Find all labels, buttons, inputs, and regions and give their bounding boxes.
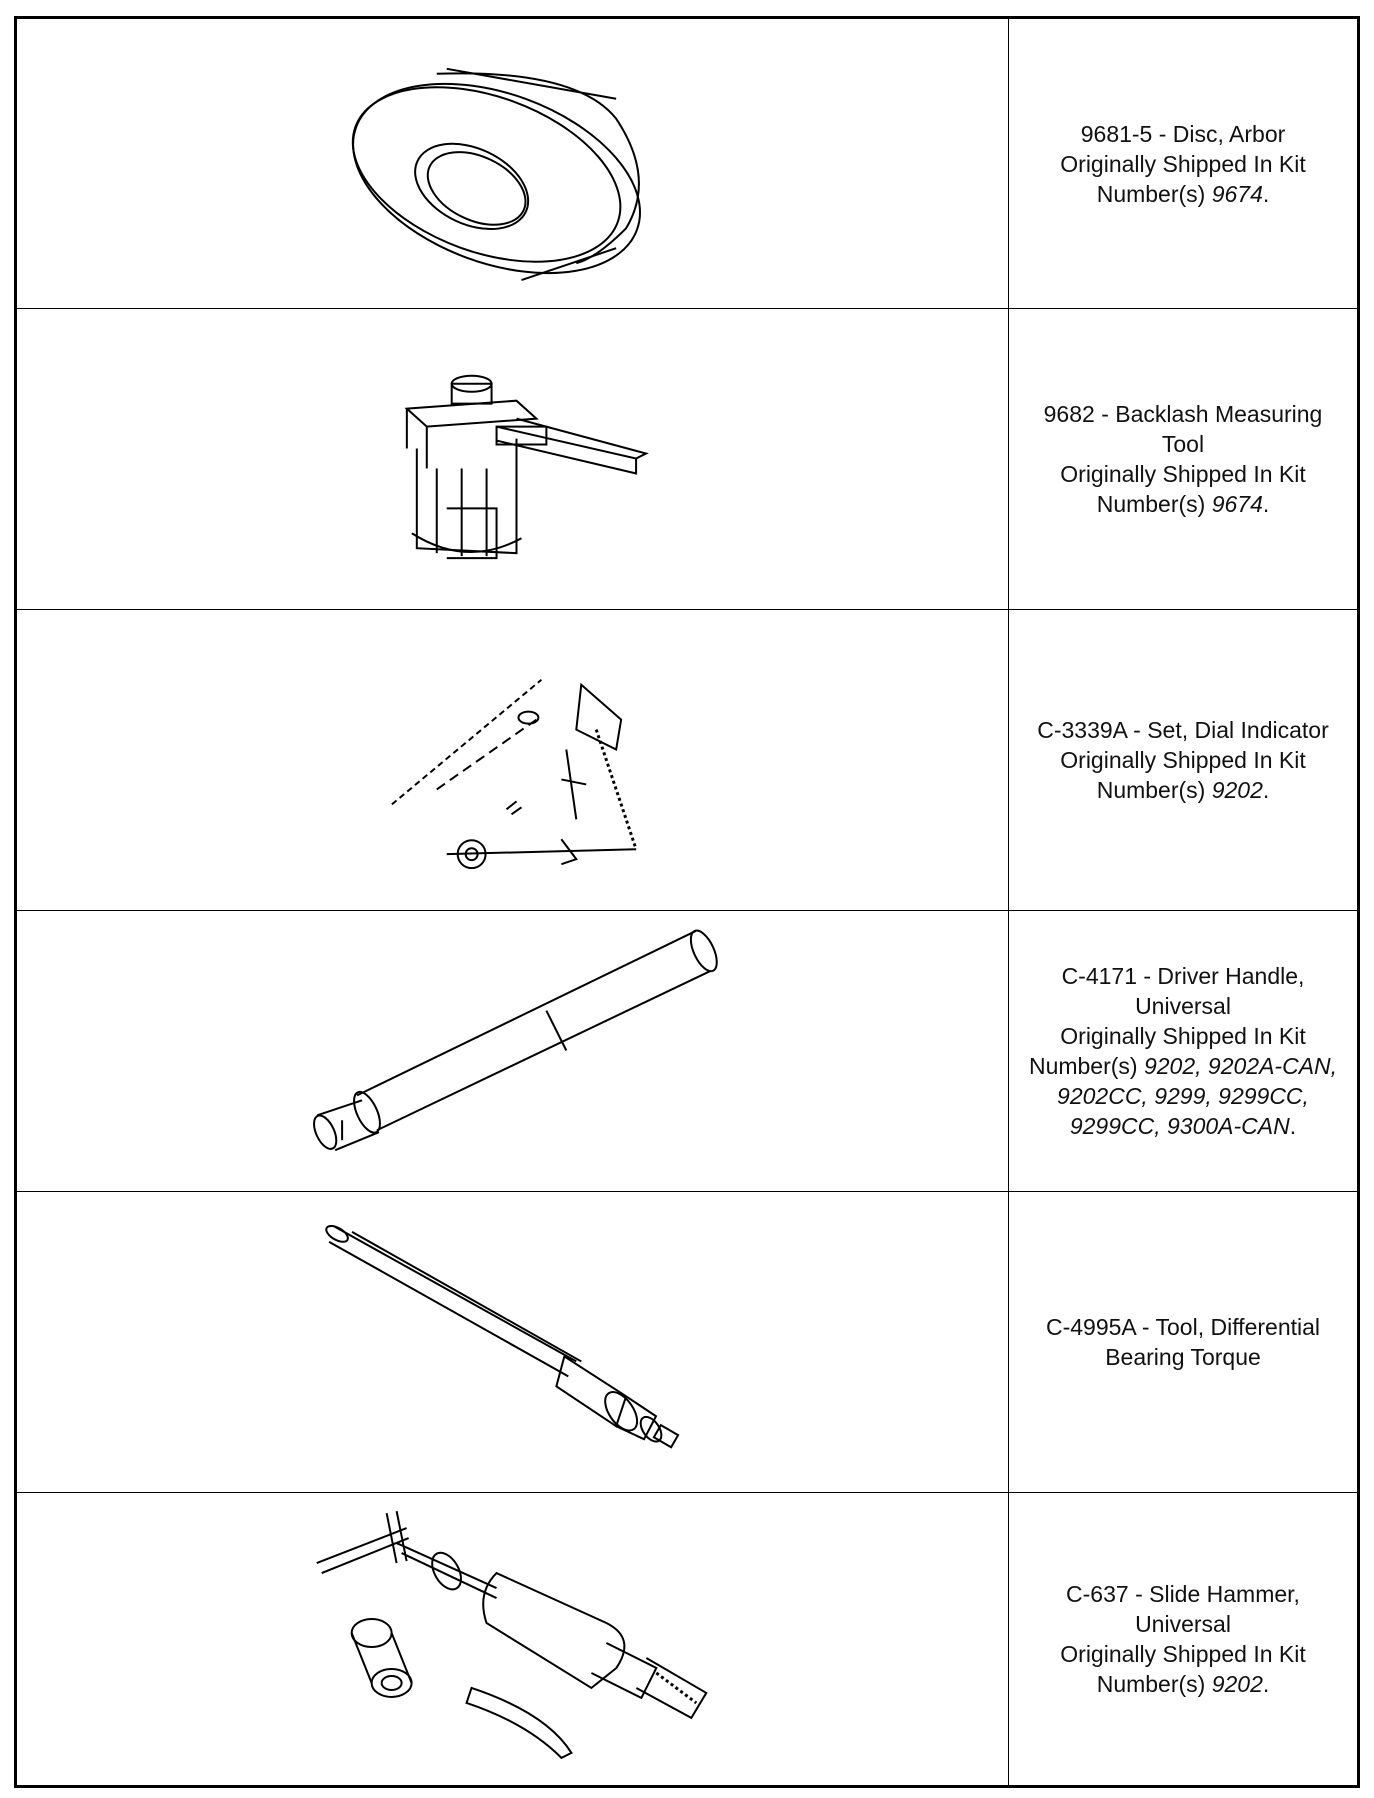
shipped-label: Originally Shipped In Kit <box>1060 1023 1306 1049</box>
kit-numbers: 9202 <box>1211 777 1263 803</box>
tool-title-line: 9682 - Backlash Measuring <box>1043 401 1323 427</box>
kits-prefix: Number(s) <box>1096 777 1206 803</box>
kit-numbers: 9674 <box>1211 180 1263 207</box>
differential-bearing-torque-tool-icon <box>17 1192 1008 1492</box>
dial-indicator-set-icon <box>17 610 1008 910</box>
slide-hammer-icon <box>17 1493 1008 1785</box>
tool-description: C-637 - Slide Hammer, Universal Originally Shipped In Kit Number(s) 9202. <box>1060 1581 1306 1697</box>
tool-title: C-3339A - Set, Dial Indicator <box>1037 717 1329 743</box>
tool-title-line: Universal <box>1135 993 1231 1019</box>
shipped-label: Originally Shipped In Kit <box>1060 1641 1306 1667</box>
backlash-measuring-tool-icon <box>17 309 1008 609</box>
tool-title-line: C-637 - Slide Hammer, <box>1066 1581 1300 1607</box>
kit-numbers: 9674 <box>1211 491 1263 517</box>
tool-row <box>17 309 1357 610</box>
tool-row <box>17 1493 1357 1785</box>
tool-image-cell <box>17 1192 1009 1492</box>
tool-table <box>14 16 1360 1788</box>
tool-title-line: C-4171 - Driver Handle, <box>1061 963 1305 989</box>
tool-image-cell <box>17 1493 1009 1785</box>
tool-row <box>17 610 1357 911</box>
tool-image-cell <box>17 309 1009 609</box>
kits-prefix: Number(s) <box>1028 1053 1138 1079</box>
tool-title: 9681-5 - Disc, Arbor <box>1080 120 1286 147</box>
shipped-label: Originally Shipped In Kit <box>1060 150 1306 177</box>
tool-description: 9681-5 - Disc, Arbor Originally Shipped In Kit Number(s) 9674. <box>1060 120 1306 207</box>
kits-prefix: Number(s) <box>1096 491 1206 517</box>
kits-prefix: Number(s) <box>1096 180 1206 207</box>
shipped-label: Originally Shipped In Kit <box>1060 461 1306 487</box>
tool-title-line: Tool <box>1161 431 1205 457</box>
arbor-disc-icon <box>17 19 1008 308</box>
kit-numbers: 9202CC, 9299, 9299CC, <box>1057 1083 1309 1109</box>
tool-description: C-4171 - Driver Handle, Universal Originally Shipped In Kit Number(s) 9202, 9202A-CAN, 9202CC, 9299, 9299CC, 9299CC, 9300A-CAN. <box>1028 963 1338 1139</box>
kit-numbers: 9299CC, 9300A-CAN <box>1069 1113 1290 1139</box>
shipped-label: Originally Shipped In Kit <box>1060 747 1306 773</box>
tool-row <box>17 911 1357 1192</box>
tool-title-line: Bearing Torque <box>1105 1344 1261 1370</box>
tool-row <box>17 1192 1357 1493</box>
driver-handle-icon <box>17 911 1008 1191</box>
tool-image-cell <box>17 610 1009 910</box>
tool-row <box>17 19 1357 309</box>
tool-image-cell <box>17 911 1009 1191</box>
tool-description: 9682 - Backlash Measuring Tool Originally Shipped In Kit Number(s) 9674. <box>1043 401 1323 517</box>
tool-title-line: C-4995A - Tool, Differential <box>1045 1314 1321 1340</box>
tool-image-cell <box>17 19 1009 308</box>
tool-description <box>1009 1192 1357 1492</box>
tool-title-line: Universal <box>1135 1611 1231 1637</box>
kit-numbers: 9202, 9202A-CAN, <box>1143 1053 1338 1079</box>
tool-description: C-3339A - Set, Dial Indicator Originally Shipped In Kit Number(s) 9202. <box>1037 717 1329 803</box>
kit-numbers: 9202 <box>1211 1671 1263 1697</box>
kits-prefix: Number(s) <box>1096 1671 1206 1697</box>
